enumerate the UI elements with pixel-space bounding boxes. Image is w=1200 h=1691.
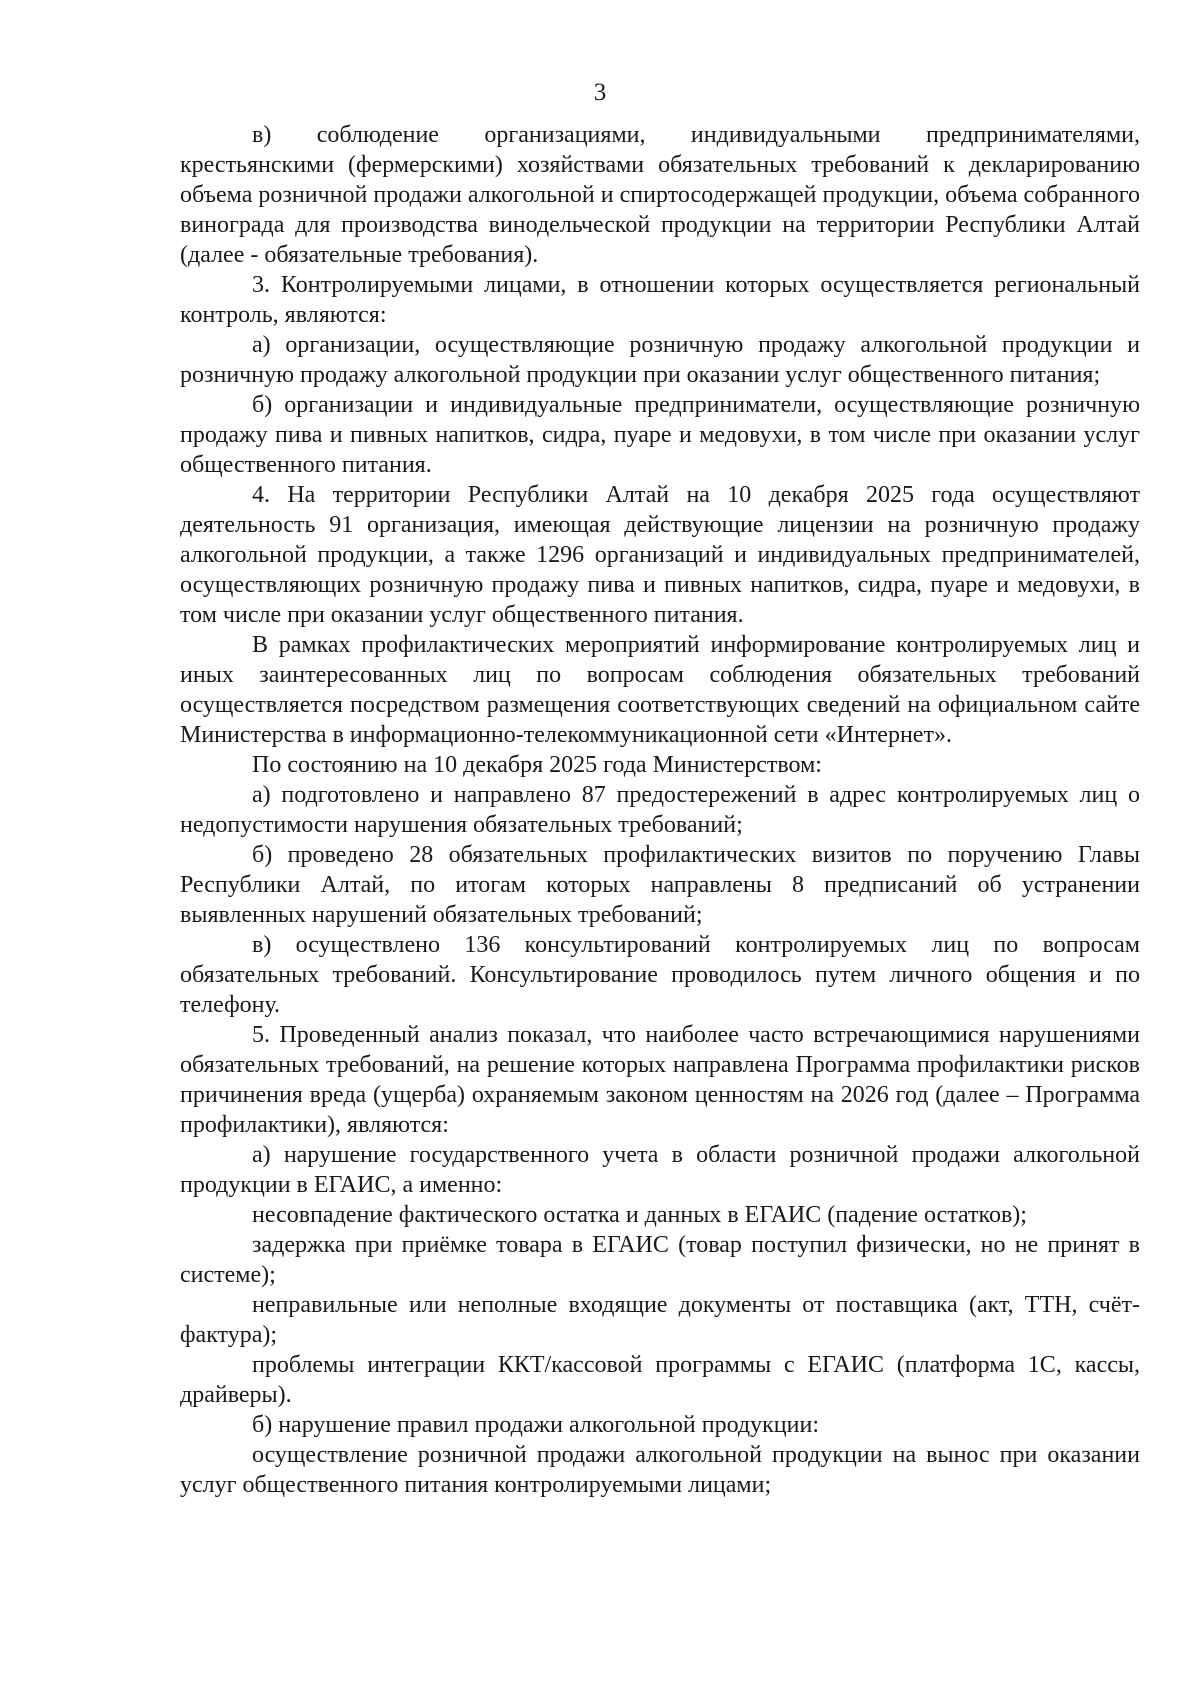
paragraph-egais-integration: проблемы интеграции ККТ/кассовой программы с ЕГАИС (платформа 1С, кассы, драйверы).	[180, 1352, 1140, 1408]
paragraph-section-5: 5. Проведенный анализ показал, что наиболее часто встречающимися нарушениями обязательных требований, на решение которых направлена Программа профилактики рисков причинения вреда (ущерба) охраняемым законом ценностям на 2026 год (далее – Программа профилактики), являются:	[180, 1022, 1140, 1138]
paragraph-item-v-consultations: в) осуществлено 136 консультирований контролируемых лиц по вопросам обязательных требований. Консультирование проводилось путем личного общения и по телефону.	[180, 932, 1140, 1018]
paragraph-takeaway-sales: осуществление розничной продажи алкогольной продукции на вынос при оказании услуг общественного питания контролируемыми лицами;	[180, 1442, 1140, 1498]
paragraph-item-b-organizations: б) организации и индивидуальные предприниматели, осуществляющие розничную продажу пива и пивных напитков, сидра, пуаре и медовухи, в том числе при оказании услуг общественного питания.	[180, 392, 1140, 478]
paragraph-item-a-warnings: а) подготовлено и направлено 87 предостережений в адрес контролируемых лиц о недопустимости нарушения обязательных требований;	[180, 782, 1140, 838]
paragraph-status-date: По состоянию на 10 декабря 2025 года Министерством:	[252, 752, 822, 778]
page-number: 3	[593, 79, 607, 106]
paragraph-egais-documents: неправильные или неполные входящие документы от поставщика (акт, ТТН, счёт-фактура);	[180, 1292, 1140, 1348]
paragraph-section-4: 4. На территории Республики Алтай на 10 декабря 2025 года осуществляют деятельность 91 организация, имеющая действующие лицензии на розничную продажу алкогольной продукции, а также 1296 организаций и индивидуальных предпринимателей, осуществляющих розничную продажу пива и пивных напитков, сидра, пуаре и медовухи, в том числе при оказании услуг общественного питания.	[180, 482, 1140, 628]
paragraph-egais-delay: задержка при приёмке товара в ЕГАИС (товар поступил физически, но не принят в системе);	[180, 1232, 1140, 1288]
paragraph-item-b-visits: б) проведено 28 обязательных профилактических визитов по поручению Главы Республики Алтай, по итогам которых направлены 8 предписаний об устранении выявленных нарушений обязательных требований;	[180, 842, 1140, 928]
paragraph-item-v-compliance: в) соблюдение организациями, индивидуальными предпринимателями, крестьянскими (фермерскими) хозяйствами обязательных требований к декларированию объема розничной продажи алкогольной и спиртосодержащей продукции, объема собранного винограда для производства винодельческой продукции на территории Республики Алтай (далее - обязательные требования).	[180, 122, 1140, 268]
document-body	[180, 120, 1140, 1500]
paragraph-egais-mismatch: несовпадение фактического остатка и данных в ЕГАИС (падение остатков);	[252, 1202, 1027, 1228]
paragraph-informing: В рамках профилактических мероприятий информирование контролируемых лиц и иных заинтересованных лиц по вопросам соблюдения обязательных требований осуществляется посредством размещения соответствующих сведений на официальном сайте Министерства в информационно-телекоммуникационной сети «Интернет».	[180, 632, 1140, 748]
paragraph-section-3: 3. Контролируемыми лицами, в отношении которых осуществляется региональный контроль, являются:	[180, 272, 1140, 328]
paragraph-item-b-sales-rules: б) нарушение правил продажи алкогольной продукции:	[252, 1412, 819, 1438]
paragraph-item-a-egais: а) нарушение государственного учета в области розничной продажи алкогольной продукции в ЕГАИС, а именно:	[180, 1142, 1140, 1198]
paragraph-item-a-organizations: а) организации, осуществляющие розничную продажу алкогольной продукции и розничную продажу алкогольной продукции при оказании услуг общественного питания;	[180, 332, 1140, 388]
